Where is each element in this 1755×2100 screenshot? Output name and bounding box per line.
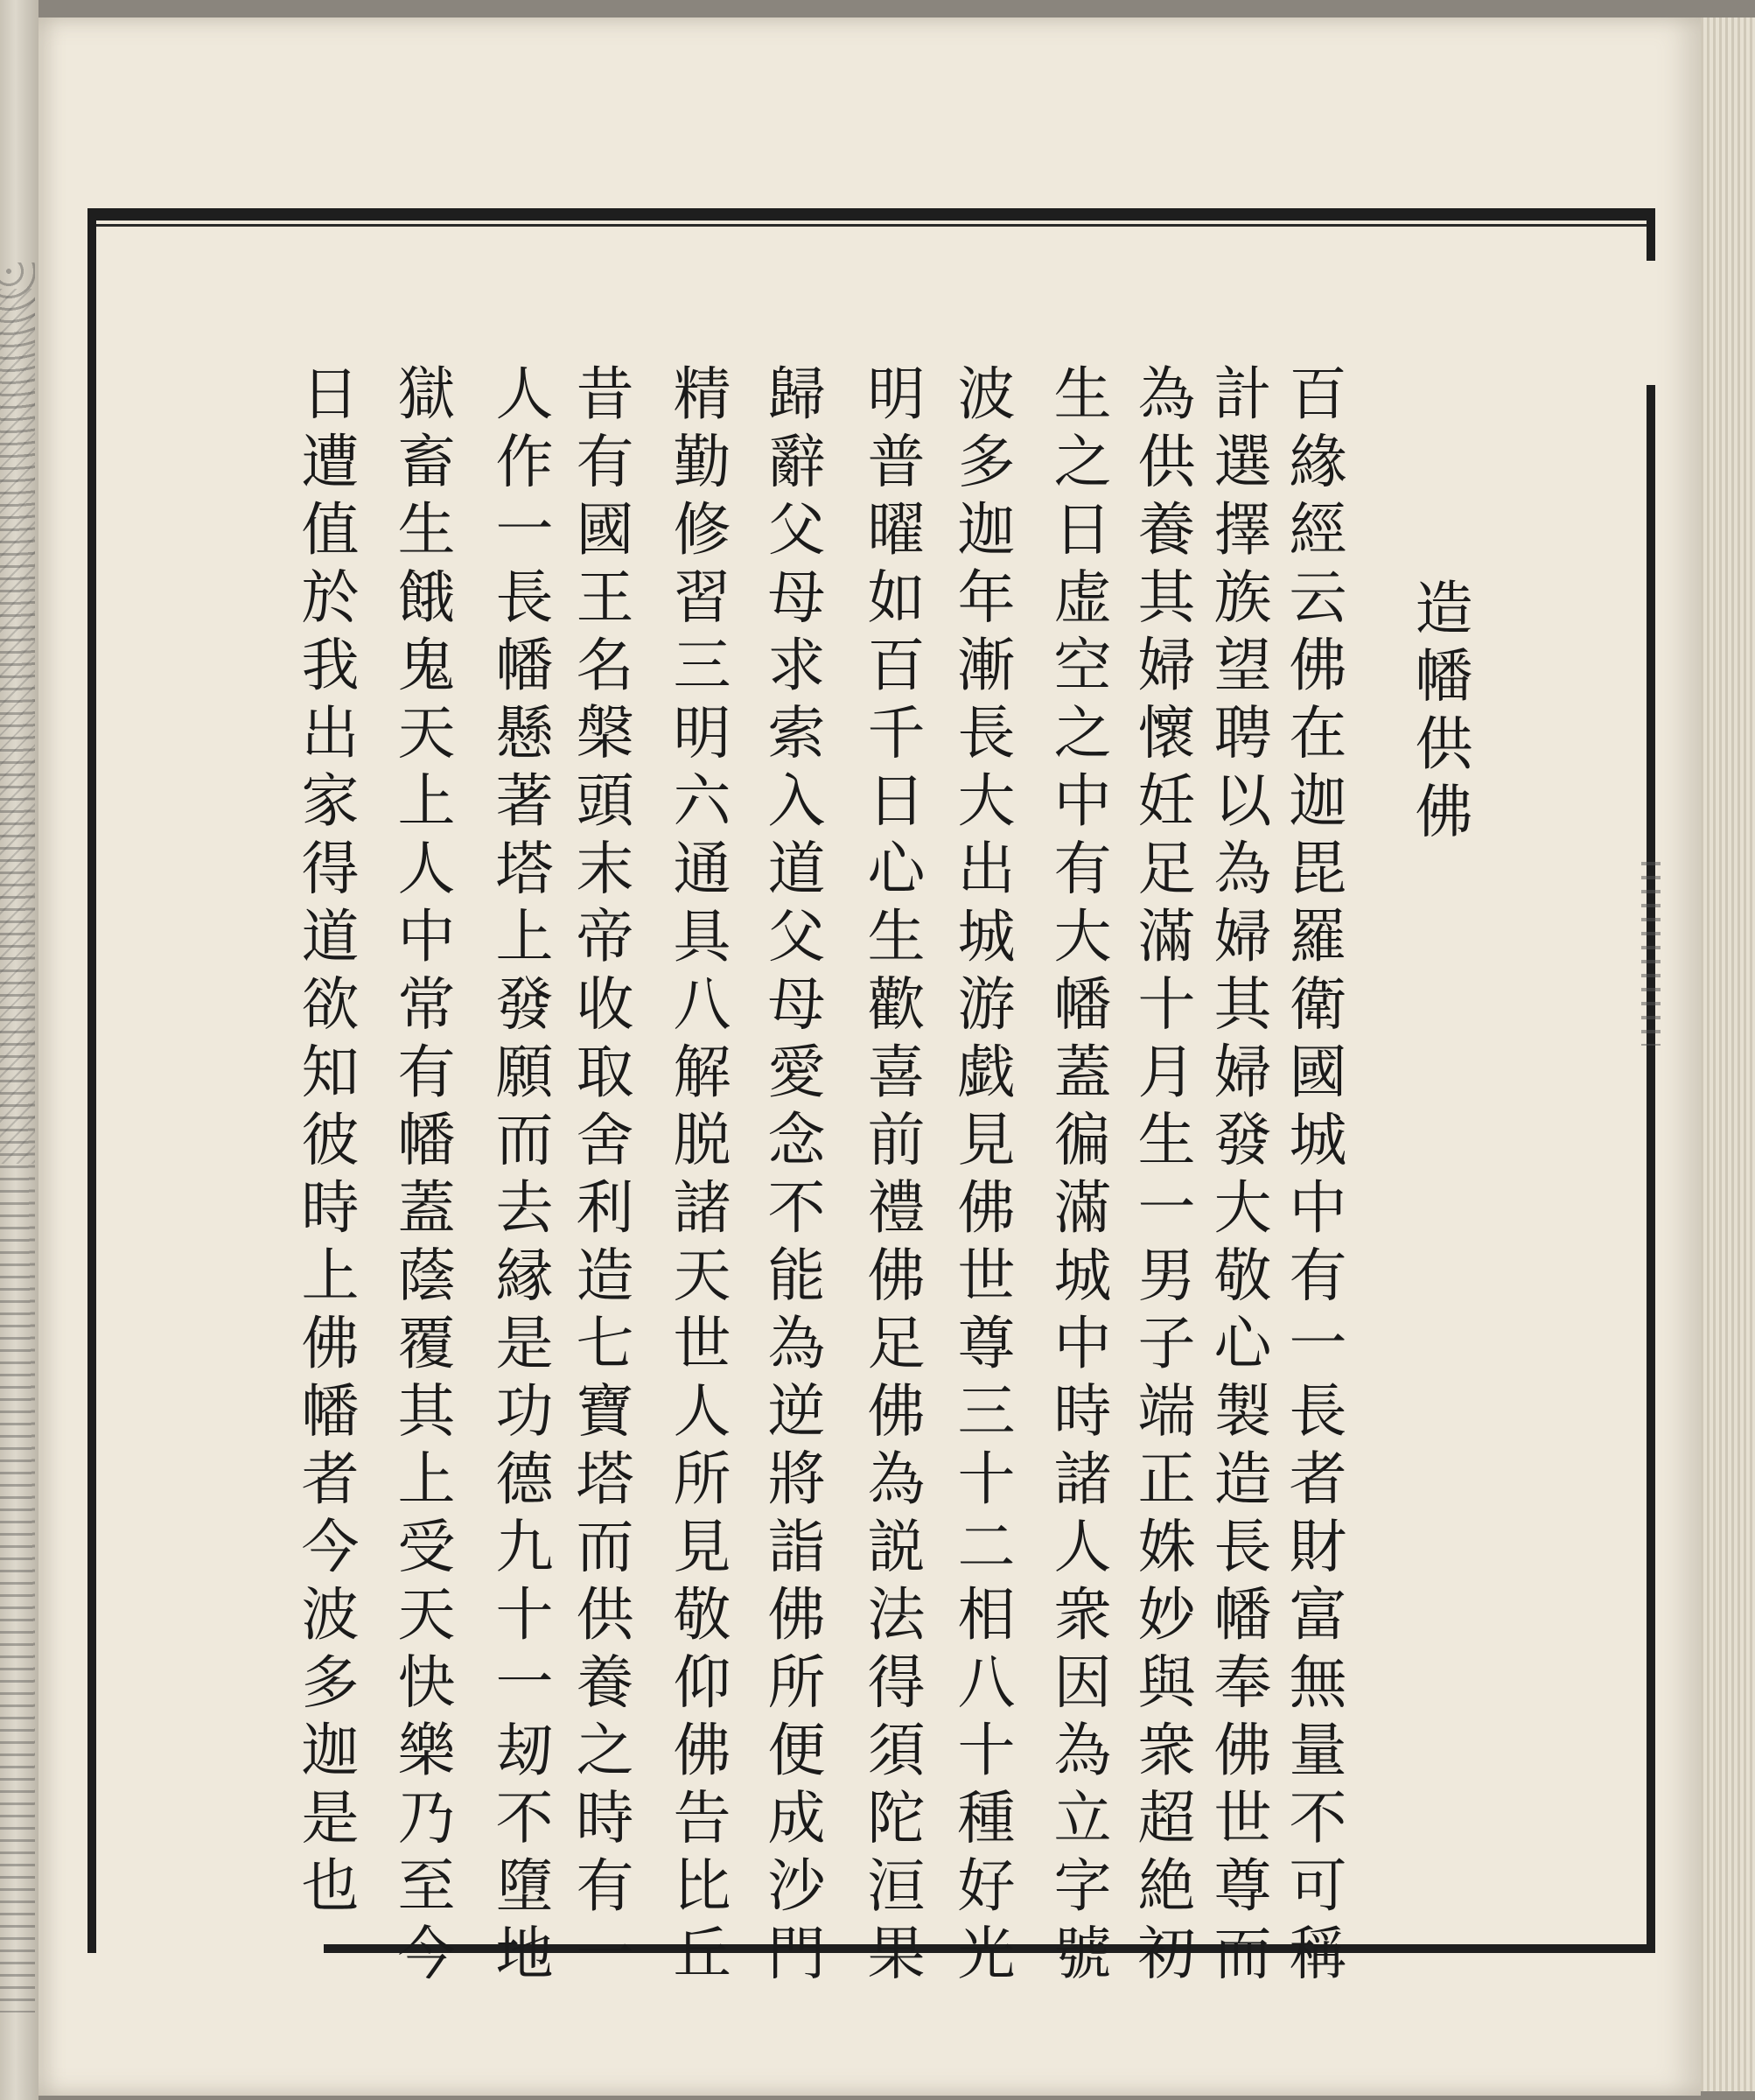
text-column-4: 生之日虚空之中有大幡蓋徧滿城中時諸人衆因為立字號 bbox=[1044, 363, 1111, 1991]
text-column-7: 歸辭父母求索入道父母愛念不能為逆將詣佛所便成沙門 bbox=[758, 363, 825, 1991]
text-column-8: 精勤修習三明六通具八解脱諸天世人所見敬仰佛告比丘 bbox=[663, 363, 731, 1991]
text-column-10: 人作一長幡懸著塔上發願而去縁是功德九十一刼不墮地 bbox=[486, 363, 553, 1991]
frame-top-rule bbox=[87, 208, 1655, 220]
text-column-9: 昔有國王名槃頭末帝收取舍利造七寶塔而供養之時有一 bbox=[566, 363, 633, 1991]
text-column-5: 波多迦年漸長大出城游戯見佛世尊三十二相八十種好光 bbox=[947, 363, 1015, 1991]
page-stack-edges bbox=[1701, 18, 1755, 2091]
frame-right-rule-lower bbox=[1647, 385, 1655, 1953]
text-column-2: 計選擇族望聘以為婦其婦發大敬心製造長幡奉佛世尊而 bbox=[1204, 363, 1271, 1991]
previous-page-edge bbox=[0, 0, 38, 2100]
text-column-6: 明普曜如百千日心生歡喜前禮佛足佛為説法得須陀洹果 bbox=[857, 363, 925, 1991]
text-column-3: 為供養其婦懷妊足滿十月生一男子端正姝妙與衆超絶初 bbox=[1128, 363, 1195, 1991]
text-column-1: 百緣經云佛在迦毘羅衛國城中有一長者財富無量不可稱 bbox=[1279, 363, 1346, 1991]
frame-top-thin-rule bbox=[87, 224, 1655, 227]
fold-mark bbox=[1641, 862, 1661, 1046]
section-title: 造幡供佛 bbox=[1405, 578, 1472, 849]
text-column-11: 獄畜生餓鬼天上人中常有幡蓋蔭覆其上受天快樂乃至今 bbox=[388, 363, 455, 1991]
frame-right-rule-upper bbox=[1647, 208, 1655, 261]
frame-left-rule bbox=[87, 208, 96, 1953]
text-column-12: 日遭值於我出家得道欲知彼時上佛幡者今波多迦是也 bbox=[291, 363, 359, 1923]
previous-page-illustration-hatch bbox=[0, 289, 35, 1164]
